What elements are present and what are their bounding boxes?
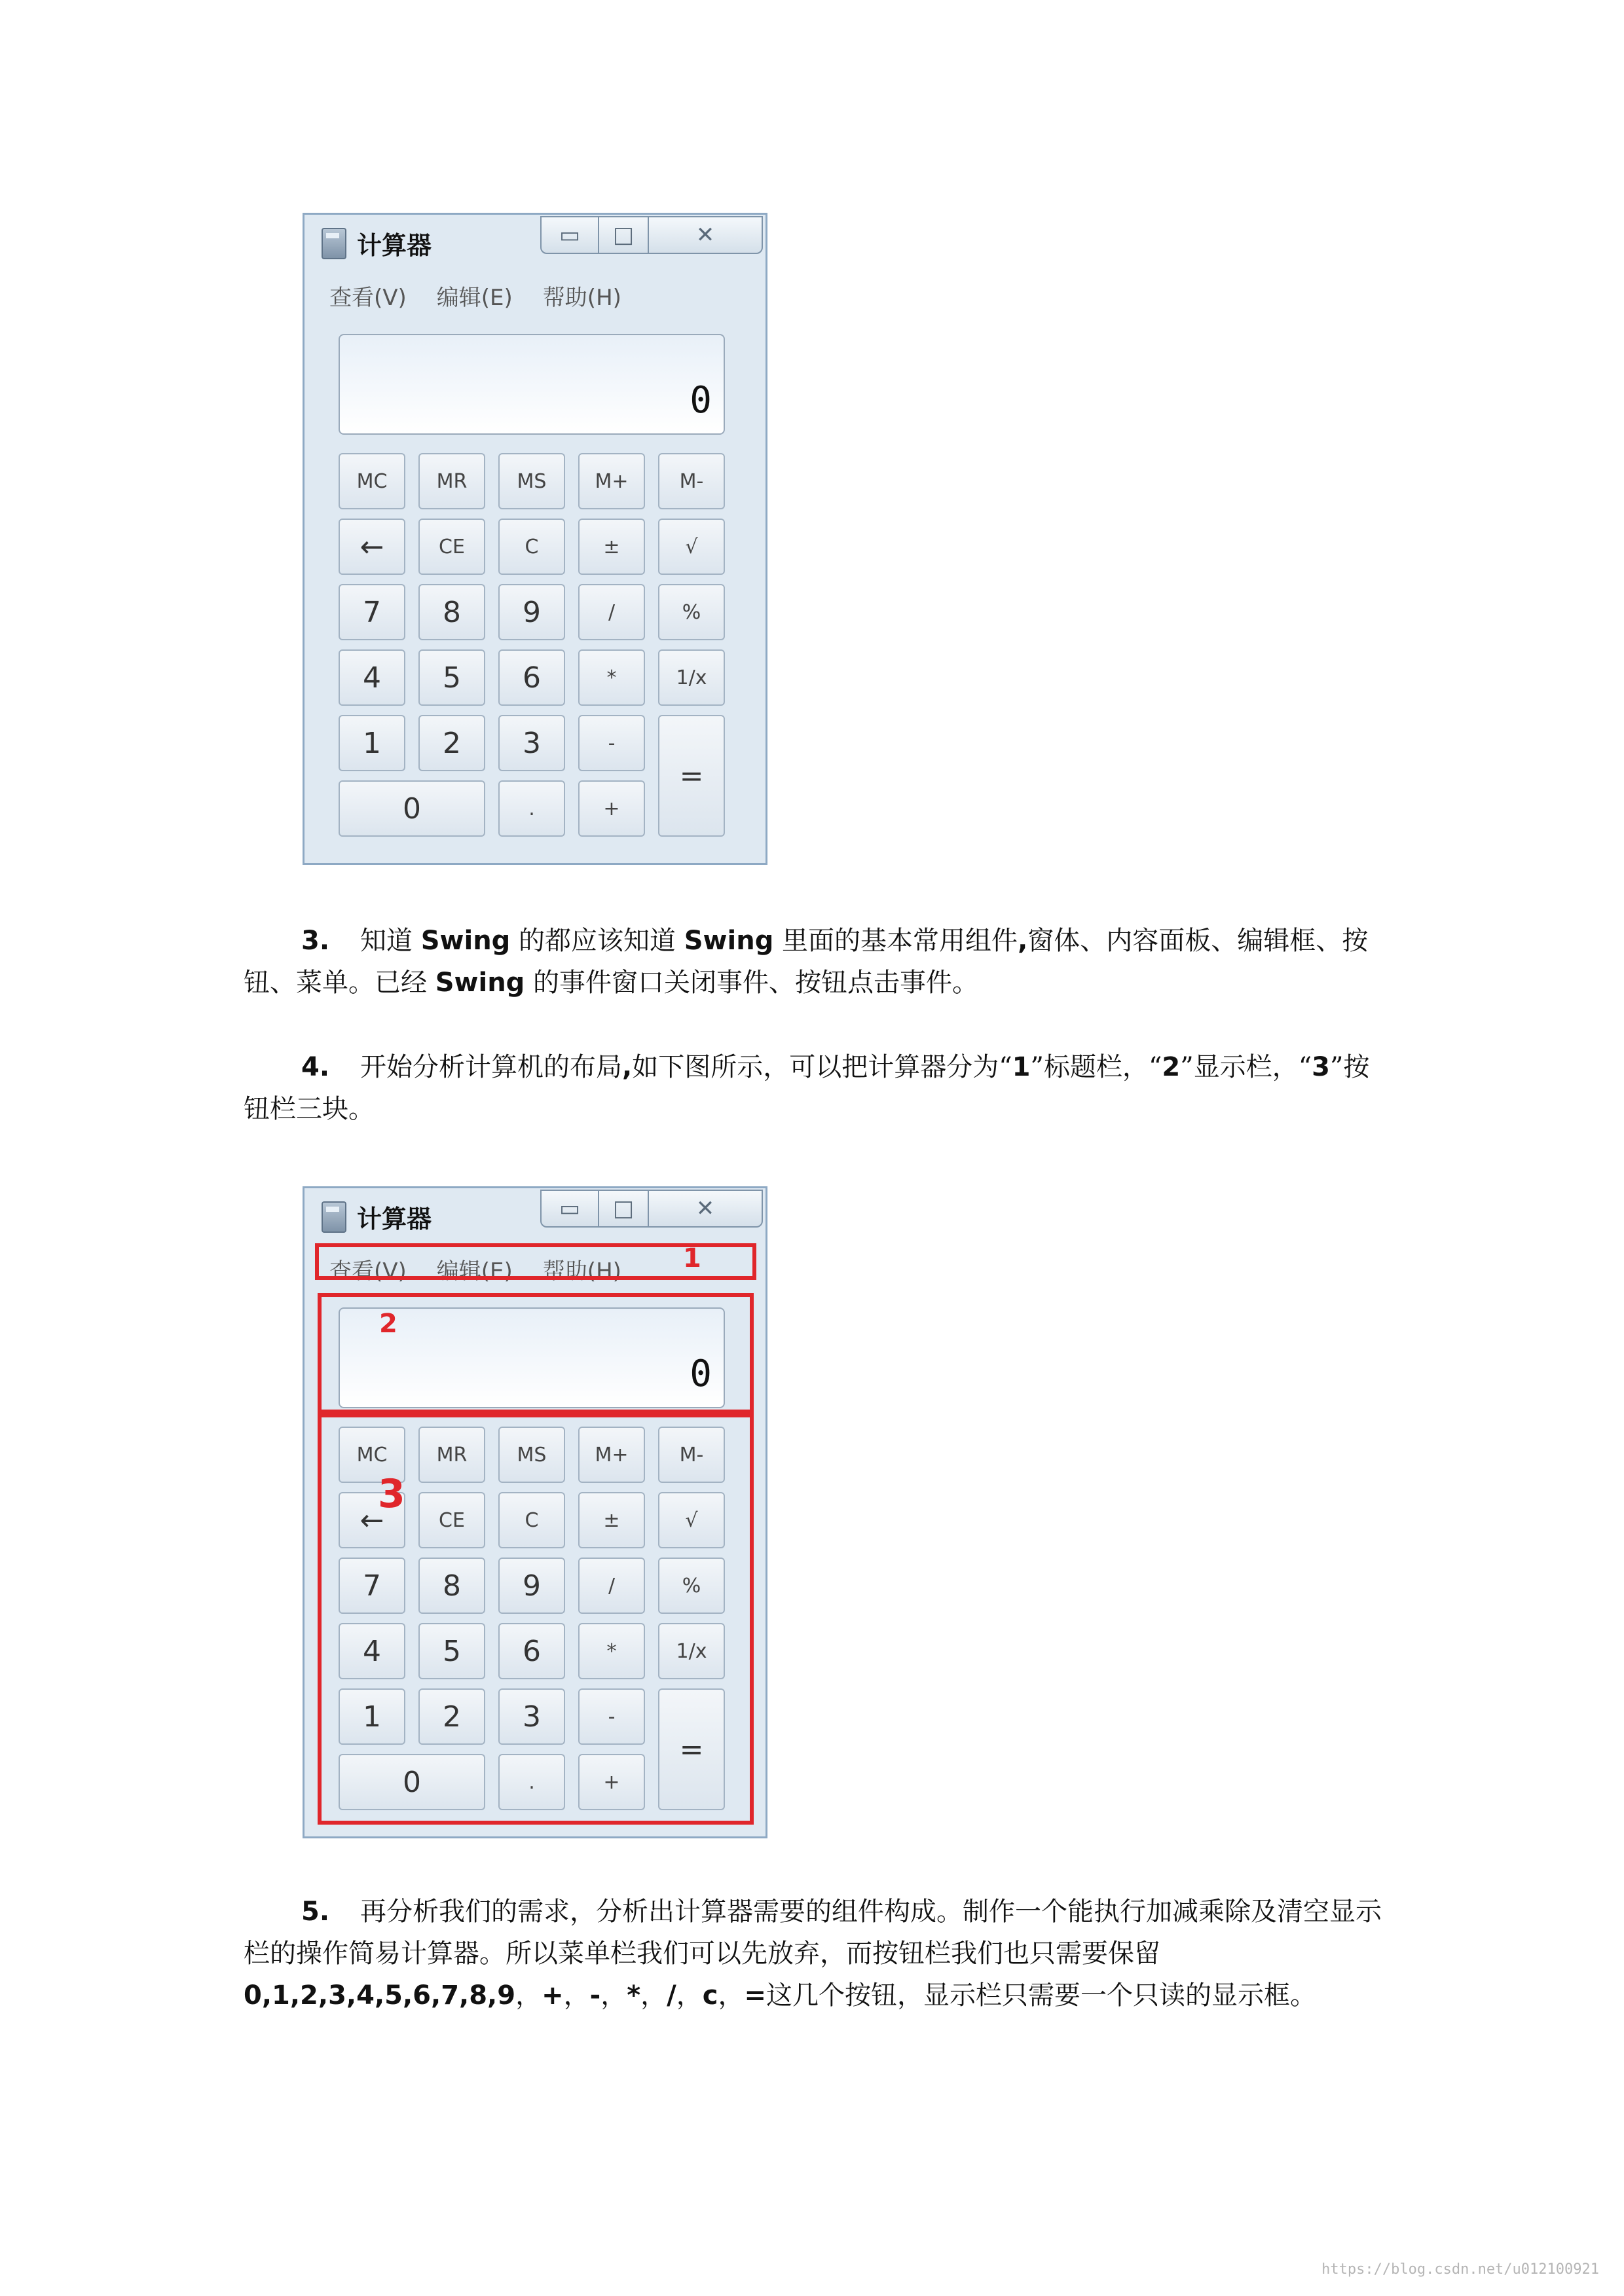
key-8[interactable]: 8 — [418, 1558, 485, 1614]
title-bar — [304, 215, 766, 271]
paragraph-body — [244, 1897, 1382, 2011]
key-7[interactable]: 7 — [339, 1558, 405, 1614]
text-run: + — [542, 1980, 564, 2011]
text-run: 窗体、内容面板、编辑框、按钮、菜单。已经 — [244, 926, 1369, 998]
close-button[interactable] — [648, 216, 763, 254]
maximize-button[interactable] — [598, 216, 649, 254]
key-c[interactable]: C — [498, 519, 565, 575]
text-run: ， — [563, 1980, 590, 2011]
key-9[interactable]: 9 — [498, 584, 565, 640]
paragraph-4 — [244, 1046, 1383, 1130]
text-run: 这几个按钮，显示栏只需要一个只读的显示框。 — [766, 1980, 1316, 2011]
key-7[interactable]: 7 — [339, 584, 405, 640]
key-5[interactable]: 5 — [418, 1623, 485, 1679]
paragraph-body — [244, 926, 1368, 998]
display-value: 0 — [690, 379, 712, 422]
key-reciprocal[interactable]: 1/x — [658, 649, 725, 706]
text-run: 2 — [1162, 1052, 1181, 1082]
paragraph-5 — [244, 1891, 1383, 2016]
key-5[interactable]: 5 — [418, 649, 485, 706]
key-0[interactable]: 0 — [339, 1754, 485, 1810]
annotation-label-2: 2 — [379, 1309, 397, 1339]
text-run: c — [702, 1980, 718, 2011]
paragraph-body — [244, 1052, 1369, 1124]
key-mc[interactable]: MC — [339, 453, 405, 509]
key-3[interactable]: 3 — [498, 715, 565, 771]
key-ce[interactable]: CE — [418, 1492, 485, 1548]
key-mr[interactable]: MR — [418, 453, 485, 509]
text-run: ”按钮栏三块。 — [244, 1052, 1370, 1124]
key-equals[interactable]: = — [658, 715, 725, 837]
text-run: 再分析我们的需求，分析出计算器需要的组件构成。制作一个能执行加减乘除及清空显示栏的操作简易计算器。所以菜单栏我们可以先放弃，而按钮栏我们也只需要保留 — [244, 1897, 1382, 1969]
text-run: = — [744, 1980, 766, 2011]
calculator-screenshot-1 — [303, 213, 767, 865]
key-1[interactable]: 1 — [339, 1688, 405, 1745]
minimize-icon: ▭ — [559, 1195, 581, 1222]
key-1[interactable]: 1 — [339, 715, 405, 771]
text-run: , — [622, 1052, 633, 1082]
text-run: ”显示栏，“ — [1180, 1052, 1312, 1082]
text-run: Swing — [435, 968, 525, 998]
text-run: / — [667, 1980, 676, 2011]
window-title: 计算器 — [357, 1205, 432, 1233]
key-8[interactable]: 8 — [418, 584, 485, 640]
title-bar — [304, 1188, 766, 1245]
key-3[interactable]: 3 — [498, 1688, 565, 1745]
keypad — [339, 453, 726, 833]
key-4[interactable]: 4 — [339, 1623, 405, 1679]
menu-help[interactable]: 帮助(H) — [542, 1258, 621, 1285]
key-ce[interactable]: CE — [418, 519, 485, 575]
key-minus[interactable]: - — [578, 715, 645, 771]
paragraph-number: 3. — [301, 926, 330, 956]
key-6[interactable]: 6 — [498, 1623, 565, 1679]
close-icon: ✕ — [695, 222, 715, 248]
key-plus[interactable]: + — [578, 780, 645, 837]
key-divide[interactable]: / — [578, 584, 645, 640]
key-0[interactable]: 0 — [339, 780, 485, 837]
calculator-icon — [322, 228, 346, 259]
key-m-minus[interactable]: M- — [658, 1427, 725, 1483]
maximize-icon: □ — [612, 222, 635, 248]
key-plus[interactable]: + — [578, 1754, 645, 1810]
display-value: 0 — [690, 1353, 712, 1395]
text-run: ， — [515, 1980, 542, 2011]
text-run: ， — [718, 1980, 745, 2011]
text-run: 0,1,2,3,4,5,6,7,8,9 — [244, 1980, 516, 2011]
menu-bar — [312, 275, 758, 316]
key-sqrt[interactable]: √ — [658, 519, 725, 575]
key-equals[interactable]: = — [658, 1688, 725, 1810]
key-6[interactable]: 6 — [498, 649, 565, 706]
key-m-plus[interactable]: M+ — [578, 453, 645, 509]
text-run: 开始分析计算机的布局 — [360, 1052, 622, 1082]
paragraph-3 — [244, 920, 1383, 1004]
text-run: Swing — [684, 926, 774, 956]
text-run: 3 — [1312, 1052, 1330, 1082]
menu-edit[interactable]: 编辑(E) — [436, 1258, 513, 1285]
window-title: 计算器 — [357, 231, 432, 260]
key-plus-minus[interactable]: ± — [578, 519, 645, 575]
key-percent[interactable]: % — [658, 1558, 725, 1614]
maximize-icon: □ — [612, 1195, 635, 1222]
key-divide[interactable]: / — [578, 1558, 645, 1614]
text-run: ， — [676, 1980, 703, 2011]
text-run: Swing — [420, 926, 511, 956]
text-run: ”标题栏，“ — [1030, 1052, 1162, 1082]
key-decimal[interactable]: . — [498, 1754, 565, 1810]
key-multiply[interactable]: * — [578, 649, 645, 706]
menu-edit[interactable]: 编辑(E) — [436, 284, 513, 311]
menu-help[interactable]: 帮助(H) — [542, 284, 621, 311]
text-run: 的都应该知道 — [510, 926, 684, 956]
key-ms[interactable]: MS — [498, 1427, 565, 1483]
text-run: * — [627, 1980, 641, 2011]
key-m-minus[interactable]: M- — [658, 453, 725, 509]
text-run: 如下图所示，可以把计算器分为“ — [632, 1052, 1012, 1082]
calculator-screenshot-2 — [303, 1186, 767, 1838]
key-mr[interactable]: MR — [418, 1427, 485, 1483]
calculator-icon — [322, 1201, 346, 1233]
key-backspace[interactable]: ← — [339, 519, 405, 575]
key-4[interactable]: 4 — [339, 649, 405, 706]
minimize-button[interactable] — [540, 1190, 599, 1228]
key-reciprocal[interactable]: 1/x — [658, 1623, 725, 1679]
text-run: 1 — [1012, 1052, 1031, 1082]
text-run: ， — [600, 1980, 627, 2011]
key-multiply[interactable]: * — [578, 1623, 645, 1679]
close-button[interactable] — [648, 1190, 763, 1228]
key-9[interactable]: 9 — [498, 1558, 565, 1614]
key-plus-minus[interactable]: ± — [578, 1492, 645, 1548]
maximize-button[interactable] — [598, 1190, 649, 1228]
text-run: 的事件窗口关闭事件、按钮点击事件。 — [525, 968, 979, 998]
key-decimal[interactable]: . — [498, 780, 565, 837]
text-run: - — [589, 1980, 601, 2011]
key-sqrt[interactable]: √ — [658, 1492, 725, 1548]
watermark: https://blog.csdn.net/u012100921 — [1321, 2261, 1599, 2278]
text-run: 知道 — [360, 926, 421, 956]
annotation-label-1: 1 — [683, 1243, 701, 1273]
paragraph-number: 5. — [301, 1897, 330, 1927]
text-run: , — [1018, 926, 1028, 956]
key-ms[interactable]: MS — [498, 453, 565, 509]
calculator-display — [339, 334, 725, 435]
key-backspace[interactable]: ← — [339, 1492, 405, 1548]
key-percent[interactable]: % — [658, 584, 725, 640]
key-2[interactable]: 2 — [418, 1688, 485, 1745]
key-c[interactable]: C — [498, 1492, 565, 1548]
minimize-button[interactable] — [540, 216, 599, 254]
text-run: 里面的基本常用组件 — [773, 926, 1018, 956]
key-minus[interactable]: - — [578, 1688, 645, 1745]
key-2[interactable]: 2 — [418, 715, 485, 771]
text-run: ， — [640, 1980, 667, 2011]
key-m-plus[interactable]: M+ — [578, 1427, 645, 1483]
annotation-label-3: 3 — [378, 1471, 405, 1517]
menu-view[interactable]: 查看(V) — [329, 1258, 407, 1285]
menu-view[interactable]: 查看(V) — [329, 284, 407, 311]
paragraph-number: 4. — [301, 1052, 330, 1082]
close-icon: ✕ — [695, 1195, 715, 1222]
minimize-icon: ▭ — [559, 222, 581, 248]
key-mc[interactable]: MC — [339, 1427, 405, 1483]
